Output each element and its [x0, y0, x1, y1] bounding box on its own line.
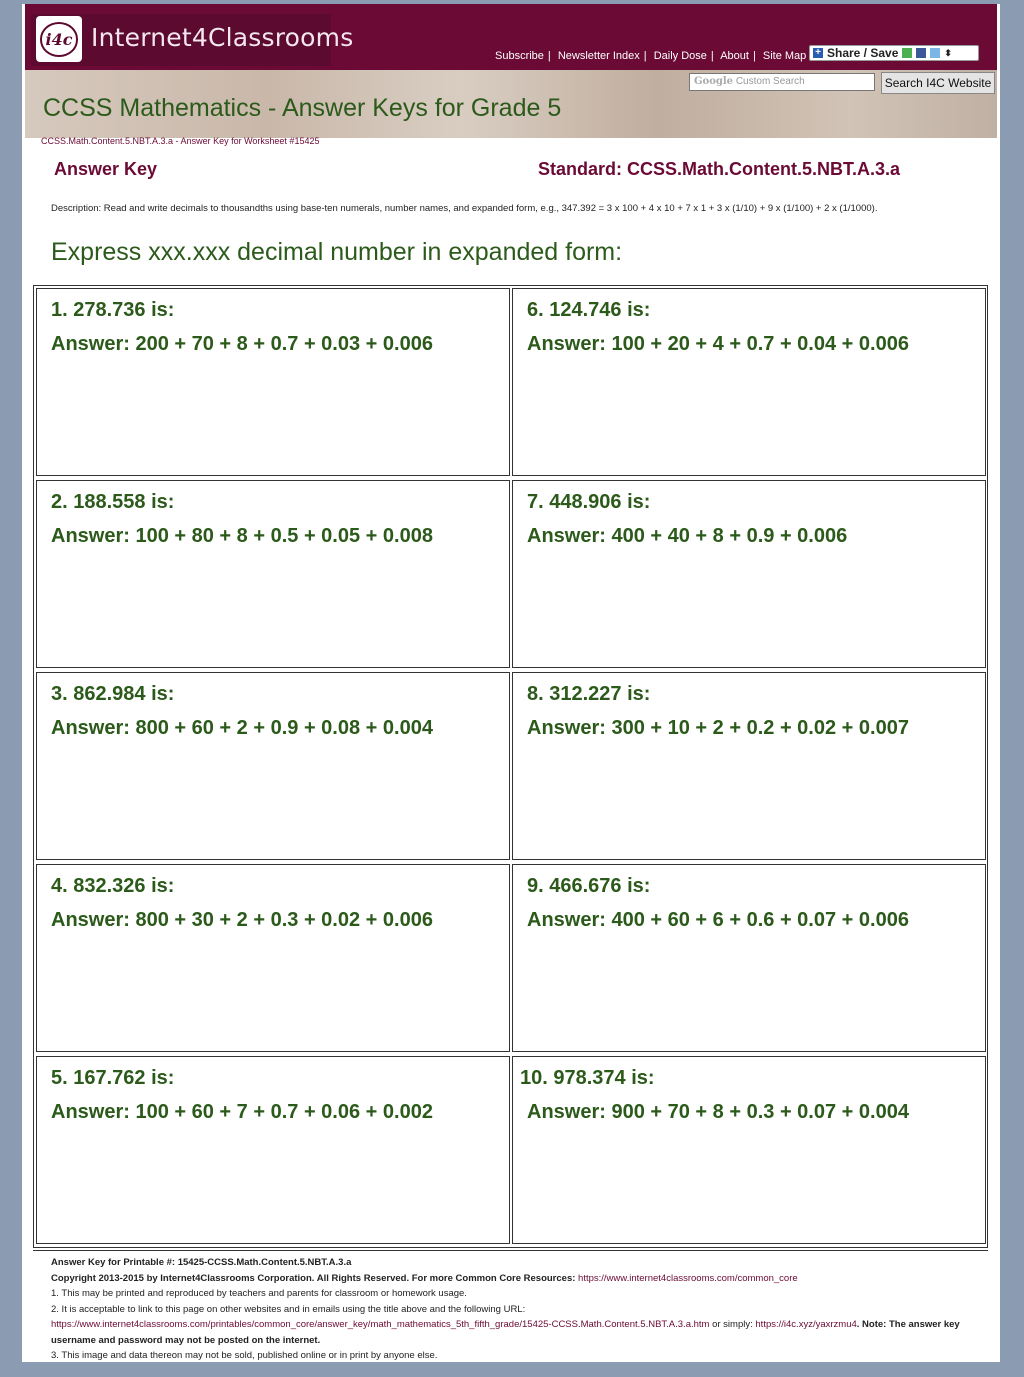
problem-answer: Answer: 400 + 40 + 8 + 0.9 + 0.006 [527, 525, 848, 547]
problem-question: 6. 124.746 is: [527, 299, 651, 321]
site-logo[interactable] [31, 14, 354, 66]
problem-question: 9. 466.676 is: [527, 875, 651, 897]
description: Description: Read and write decimals to thousandths using base-ten numerals, number names, and expanded form, e.g., 347.392 = 3 x 100 + 4 x 10 + 7 x 1 + 3 x (1/10) + 9 x (1/100) + 2 x (1/1000). [51, 203, 878, 214]
problem-answer: Answer: 100 + 80 + 8 + 0.5 + 0.05 + 0.008 [51, 525, 433, 547]
logo-mark [36, 16, 82, 62]
search-placeholder: Custom Search [735, 76, 805, 87]
page-title: CCSS Mathematics - Answer Keys for Grade 5 [43, 94, 562, 122]
top-nav [495, 50, 806, 62]
short-url-link[interactable]: https://i4c.xyz/yaxrzmu4 [755, 1319, 857, 1330]
copyright-text: Copyright 2013-2015 by Internet4Classrooms Corporation. All Rights Reserved. For more Common Core Resources: [51, 1272, 576, 1284]
facebook-icon [916, 48, 926, 58]
refresh-icon [902, 48, 912, 58]
nav-separator: | [710, 50, 714, 62]
problem-answer: Answer: 200 + 70 + 8 + 0.7 + 0.03 + 0.006 [51, 333, 433, 355]
breadcrumb[interactable]: CCSS.Math.Content.5.NBT.A.3.a - Answer Key for Worksheet #15425 [41, 136, 320, 146]
problem-answer: Answer: 800 + 30 + 2 + 0.3 + 0.02 + 0.006 [51, 909, 433, 931]
common-core-link[interactable]: https://www.internet4classrooms.com/common_core [578, 1272, 798, 1284]
instruction: Express xxx.xxx decimal number in expanded form: [51, 238, 623, 266]
footer [33, 1250, 988, 1364]
logo-mark-text: i4c [40, 22, 79, 57]
problem-cell [512, 864, 986, 1052]
footer-copyright [33, 1271, 988, 1287]
share-save-button[interactable] [809, 45, 979, 61]
footer-printable: Answer Key for Printable #: 15425-CCSS.Math.Content.5.NBT.A.3.a [51, 1257, 352, 1268]
nav-about[interactable]: About [720, 50, 749, 62]
note-bold-text: . Note: The answer key username and password may not be posted on the internet. [51, 1319, 960, 1346]
nav-newsletter-index[interactable]: Newsletter Index [557, 50, 640, 62]
footer-note-3: 3. This image and data thereon may not be sold, published online or in print by anyone else. [51, 1350, 438, 1361]
problem-question: 4. 832.326 is: [51, 875, 175, 897]
problem-answer: Answer: 100 + 20 + 4 + 0.7 + 0.04 + 0.006 [527, 333, 909, 355]
problem-cell [36, 1056, 510, 1244]
nav-subscribe[interactable]: Subscribe [495, 50, 544, 62]
problem-cell [36, 864, 510, 1052]
problem-question: 10. 978.374 is: [520, 1067, 655, 1089]
problem-answer: Answer: 300 + 10 + 2 + 0.2 + 0.02 + 0.007 [527, 717, 909, 739]
nav-separator: | [752, 50, 756, 62]
nav-separator: | [547, 50, 551, 62]
share-plus-icon: + [813, 48, 823, 58]
problem-question: 7. 448.906 is: [527, 491, 651, 513]
problem-answer: Answer: 900 + 70 + 8 + 0.3 + 0.07 + 0.004 [527, 1101, 909, 1123]
footer-note-1: 1. This may be printed and reproduced by teachers and parents for classroom or homework usage. [51, 1288, 467, 1299]
footer-urls [33, 1317, 988, 1348]
worksheet-url-link[interactable]: https://www.internet4classrooms.com/printables/common_core/answer_key/math_mathematics_5th_fifth_grade/15425-CCSS.Math.Content.5.NBT.A.3.a.htm [51, 1319, 710, 1330]
problem-answer: Answer: 400 + 60 + 6 + 0.6 + 0.07 + 0.006 [527, 909, 909, 931]
problem-cell [36, 672, 510, 860]
problem-question: 1. 278.736 is: [51, 299, 175, 321]
nav-separator: | [643, 50, 647, 62]
answer-key-heading: Answer Key [54, 159, 158, 179]
problem-cell [36, 288, 510, 476]
problem-answer: Answer: 100 + 60 + 7 + 0.7 + 0.06 + 0.002 [51, 1101, 433, 1123]
problem-cell [36, 480, 510, 668]
problem-question: 8. 312.227 is: [527, 683, 651, 705]
problem-cell [512, 288, 986, 476]
problem-cell [512, 672, 986, 860]
search-button[interactable]: Search I4C Website [881, 72, 995, 94]
url-or-text: or simply: [709, 1319, 756, 1330]
search-input[interactable] [689, 73, 875, 91]
chevron-updown-icon: ⬍ [944, 47, 952, 58]
twitter-icon [930, 48, 940, 58]
problem-answer: Answer: 800 + 60 + 2 + 0.9 + 0.08 + 0.004 [51, 717, 433, 739]
page [22, 4, 1000, 1362]
problem-question: 2. 188.558 is: [51, 491, 175, 513]
logo-text: Internet4Classrooms [91, 23, 354, 52]
share-save-label: Share / Save [827, 46, 899, 60]
google-logo: Google [694, 76, 734, 87]
nav-daily-dose[interactable]: Daily Dose [653, 50, 707, 62]
problem-cell [512, 480, 986, 668]
answer-grid [33, 285, 988, 1248]
problem-question: 5. 167.762 is: [51, 1067, 175, 1089]
top-bar [25, 4, 997, 70]
problem-cell [512, 1056, 986, 1244]
nav-site-map[interactable]: Site Map [762, 50, 807, 62]
header-banner [25, 70, 997, 138]
problem-question: 3. 862.984 is: [51, 683, 175, 705]
standard-heading: Standard: CCSS.Math.Content.5.NBT.A.3.a [538, 159, 901, 179]
footer-note-2: 2. It is acceptable to link to this page on other websites and in emails using the title above and the following URL: [51, 1303, 526, 1315]
